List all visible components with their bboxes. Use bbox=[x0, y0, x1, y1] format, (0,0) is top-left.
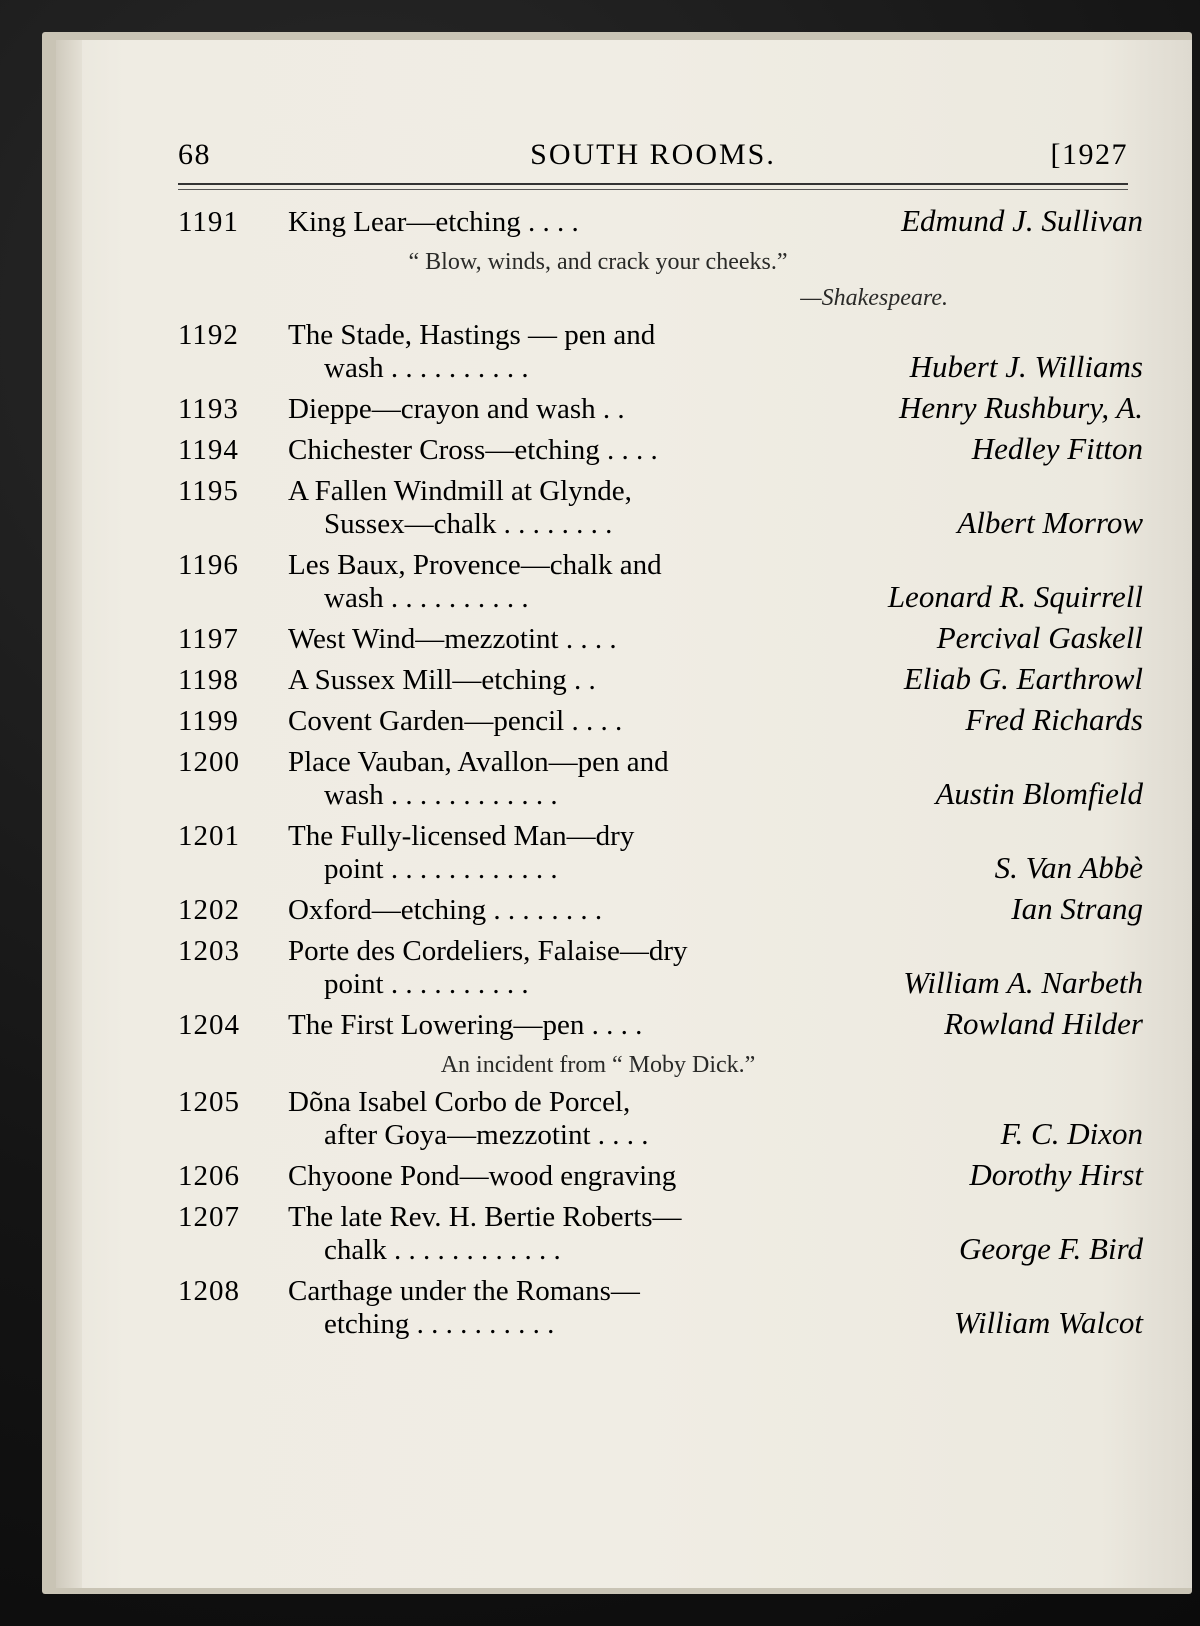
entry-artist: Hubert J. Williams bbox=[909, 349, 1143, 384]
entry-title bbox=[288, 1201, 808, 1267]
entry-number: 1208 bbox=[178, 1275, 240, 1307]
catalogue-entry bbox=[178, 820, 1143, 886]
entry-title-line: Carthage under the Romans— bbox=[288, 1275, 640, 1307]
entry-title-line: The First Lowering—pen . . . . bbox=[288, 1009, 643, 1041]
entry-number: 1206 bbox=[178, 1160, 240, 1192]
entry-title-line: Covent Garden—pencil . . . . bbox=[288, 705, 623, 737]
entry-number: 1193 bbox=[178, 393, 239, 425]
catalogue-entry bbox=[178, 620, 1143, 656]
entry-title-line: Place Vauban, Avallon—pen and bbox=[288, 746, 669, 778]
year-marker: [1927 bbox=[1050, 138, 1128, 171]
entry-title bbox=[288, 623, 808, 656]
catalogue-entry bbox=[178, 1086, 1143, 1152]
entry-title bbox=[288, 1275, 808, 1341]
entry-number: 1196 bbox=[178, 549, 239, 581]
entry-title bbox=[288, 894, 808, 927]
entry-artist: F. C. Dixon bbox=[1000, 1116, 1143, 1151]
entry-title-line: A Sussex Mill—etching . . bbox=[288, 664, 596, 696]
entry-number: 1201 bbox=[178, 820, 240, 852]
page-header bbox=[178, 96, 1128, 171]
entry-title bbox=[288, 664, 808, 697]
entry-note: “ Blow, winds, and crack your cheeks.” bbox=[408, 249, 788, 275]
catalogue-entry bbox=[178, 319, 1143, 385]
header-rule bbox=[178, 183, 1128, 185]
entry-number: 1191 bbox=[178, 206, 239, 238]
entry-title-line: wash . . . . . . . . . . bbox=[324, 582, 529, 614]
entry-title-line: King Lear—etching . . . . bbox=[288, 206, 579, 238]
entry-artist: Hedley Fitton bbox=[971, 431, 1143, 466]
catalogue-entry bbox=[178, 475, 1143, 541]
entry-title-line: Oxford—etching . . . . . . . . bbox=[288, 894, 603, 926]
entry-artist: Leonard R. Squirrell bbox=[887, 579, 1143, 614]
entry-title-line: point . . . . . . . . . . . . bbox=[324, 853, 558, 885]
entry-artist: Eliab G. Earthrowl bbox=[903, 661, 1143, 696]
catalogue-entry bbox=[178, 431, 1143, 467]
entry-artist: William A. Narbeth bbox=[903, 965, 1143, 1000]
page-gutter bbox=[56, 40, 82, 1588]
entry-title bbox=[288, 206, 808, 239]
entry-title bbox=[288, 393, 808, 426]
entry-title-line: Dõna Isabel Corbo de Porcel, bbox=[288, 1086, 631, 1118]
page-number: 68 bbox=[178, 138, 211, 171]
entry-title-line: The late Rev. H. Bertie Roberts— bbox=[288, 1201, 682, 1233]
entry-title-line: Les Baux, Provence—chalk and bbox=[288, 549, 662, 581]
entry-title bbox=[288, 1009, 808, 1042]
entry-title-line: The Stade, Hastings — pen and bbox=[288, 319, 656, 351]
entry-title-line: wash . . . . . . . . . . . . bbox=[324, 779, 558, 811]
entry-number: 1203 bbox=[178, 935, 240, 967]
catalogue-list bbox=[178, 203, 1143, 1349]
entry-number: 1197 bbox=[178, 623, 239, 655]
entry-title-line: Chichester Cross—etching . . . . bbox=[288, 434, 658, 466]
catalogue-entry bbox=[178, 549, 1143, 615]
entry-number: 1202 bbox=[178, 894, 240, 926]
header-rule-thin bbox=[178, 189, 1128, 190]
entry-title-line: after Goya—mezzotint . . . . bbox=[324, 1119, 649, 1151]
entry-title bbox=[288, 475, 808, 541]
entry-artist: Austin Blomfield bbox=[935, 776, 1143, 811]
entry-artist: Percival Gaskell bbox=[936, 620, 1143, 655]
entry-number: 1192 bbox=[178, 319, 239, 351]
entry-artist: Ian Strang bbox=[1011, 891, 1143, 926]
entry-title bbox=[288, 1086, 808, 1152]
entry-title-line: point . . . . . . . . . . bbox=[324, 968, 529, 1000]
catalogue-entry bbox=[178, 661, 1143, 697]
entry-title bbox=[288, 746, 808, 812]
entry-number: 1199 bbox=[178, 705, 239, 737]
running-title: SOUTH ROOMS. bbox=[530, 138, 776, 171]
catalogue-entry bbox=[178, 1006, 1143, 1042]
entry-title-line: etching . . . . . . . . . . bbox=[324, 1308, 555, 1340]
entry-number: 1194 bbox=[178, 434, 239, 466]
entry-title-line: The Fully-licensed Man—dry bbox=[288, 820, 635, 852]
entry-title-line: Dieppe—crayon and wash . . bbox=[288, 393, 625, 425]
entry-title bbox=[288, 1160, 808, 1193]
entry-number: 1207 bbox=[178, 1201, 240, 1233]
entry-title-line: Porte des Cordeliers, Falaise—dry bbox=[288, 935, 688, 967]
entry-artist: Edmund J. Sullivan bbox=[901, 203, 1143, 238]
entry-artist: William Walcot bbox=[953, 1305, 1143, 1340]
entry-title bbox=[288, 935, 808, 1001]
entry-number: 1198 bbox=[178, 664, 239, 696]
entry-title-line: West Wind—mezzotint . . . . bbox=[288, 623, 617, 655]
entry-artist: Albert Morrow bbox=[957, 505, 1143, 540]
catalogue-entry bbox=[178, 203, 1143, 239]
entry-title bbox=[288, 705, 808, 738]
entry-artist: Fred Richards bbox=[965, 702, 1143, 737]
entry-number: 1204 bbox=[178, 1009, 240, 1041]
entry-title-line: chalk . . . . . . . . . . . . bbox=[324, 1234, 561, 1266]
entry-number: 1200 bbox=[178, 746, 240, 778]
entry-artist: George F. Bird bbox=[959, 1231, 1143, 1266]
entry-artist: S. Van Abbè bbox=[994, 850, 1143, 885]
entry-title-line: Chyoone Pond—wood engraving bbox=[288, 1160, 677, 1192]
catalogue-entry bbox=[178, 1157, 1143, 1193]
catalogue-entry bbox=[178, 1201, 1143, 1267]
entry-title-line: Sussex—chalk . . . . . . . . bbox=[324, 508, 613, 540]
entry-number: 1195 bbox=[178, 475, 239, 507]
entry-title bbox=[288, 820, 808, 886]
catalogue-entry bbox=[178, 702, 1143, 738]
entry-title bbox=[288, 434, 808, 467]
entry-title bbox=[288, 319, 808, 385]
entry-title bbox=[288, 549, 808, 615]
entry-title-line: A Fallen Windmill at Glynde, bbox=[288, 475, 632, 507]
catalogue-entry bbox=[178, 891, 1143, 927]
entry-artist: Dorothy Hirst bbox=[969, 1157, 1143, 1192]
entry-note-attribution: —Shakespeare. bbox=[800, 285, 948, 311]
catalogue-entry bbox=[178, 1275, 1143, 1341]
entry-number: 1205 bbox=[178, 1086, 240, 1118]
catalogue-entry bbox=[178, 935, 1143, 1001]
entry-artist: Rowland Hilder bbox=[944, 1006, 1143, 1041]
entry-note: An incident from “ Moby Dick.” bbox=[440, 1052, 756, 1078]
catalogue-entry bbox=[178, 390, 1143, 426]
entry-title-line: wash . . . . . . . . . . bbox=[324, 352, 529, 384]
entry-artist: Henry Rushbury, A. bbox=[899, 390, 1143, 425]
catalogue-entry bbox=[178, 746, 1143, 812]
